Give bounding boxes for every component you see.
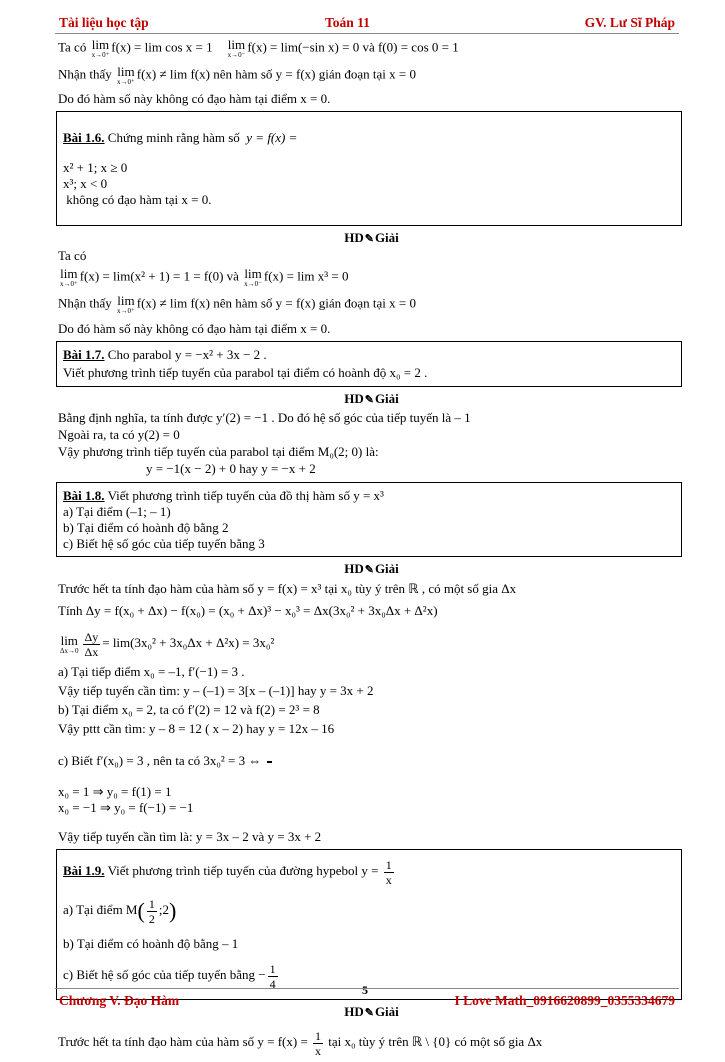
text-line: lim Δx→0 $\frac{\Delta y}{\Delta x}$ = lim(3x₀² + 3x₀Δx + Δ²x) = 3x₀² bbox=[60, 629, 275, 659]
exercise-title: Bài 1.9. bbox=[63, 863, 105, 878]
text-line: b) Tại điểm có hoành độ bằng 2 bbox=[63, 520, 229, 535]
solution-heading: HD✎Giải bbox=[344, 230, 399, 245]
text-line: Bằng định nghĩa, ta tính được y′(2) = −1 . Do đó hệ số góc của tiếp tuyến là – 1 bbox=[58, 410, 471, 425]
text-line: Do đó hàm số này không có đạo hàm tại điểm x = 0. bbox=[58, 321, 331, 336]
footer-left: Chương V. Đạo Hàm bbox=[59, 993, 180, 1008]
text-line: b) Tại điểm có hoành độ bằng – 1 bbox=[63, 936, 239, 952]
exercise-box-1-9: Bài 1.9. Viết phương trình tiếp tuyến của đường hypebol y = $\frac{1}{x}$ a) Tại điểm M( $\frac{1}{2}$ ;2) b) Tại điểm có hoành độ bằng – 1 c) Biết hệ số góc của tiếp tuyến bằng − $\frac{1}{4}$ bbox=[56, 849, 682, 1000]
text-line: Ngoài ra, ta có y(2) = 0 bbox=[58, 427, 180, 442]
text-line: Vậy tiếp tuyến cần tìm là: y = 3x – 2 và y = 3x + 2 bbox=[58, 829, 322, 844]
text-line: a) Tại tiếp điểm x₀ = –1, f′(−1) = 3 . bbox=[58, 664, 245, 679]
text-line: a) Tại điểm (–1; – 1) bbox=[63, 504, 171, 519]
header-right: GV. Lư Sĩ Pháp bbox=[584, 15, 675, 30]
exercise-title: Bài 1.8. bbox=[63, 488, 105, 503]
text-line: y = −1(x − 2) + 0 hay y = −x + 2 bbox=[146, 461, 316, 476]
text-line: lim x→0⁺ f(x) = lim(x² + 1) = 1 = f(0) và lim x→0⁻ f(x) = lim x³ = 0 bbox=[60, 266, 349, 288]
exercise-box-1-7: Bài 1.7. Cho parabol y = −x² + 3x − 2 . Viết phương trình tiếp tuyến của parabol tại điểm có hoành độ x₀ = 2 . bbox=[56, 341, 682, 387]
header-left: Tài liệu học tập bbox=[59, 15, 149, 30]
exercise-title: Bài 1.6. bbox=[63, 130, 105, 145]
exercise-box-1-8: Bài 1.8. Viết phương trình tiếp tuyến của đồ thị hàm số y = x³ a) Tại điểm (–1; – 1) b) Tại điểm có hoành độ bằng 2 c) Biết hệ số góc của tiếp tuyến bằng 3 bbox=[56, 482, 682, 557]
text-line: Ta có lim x→0⁺ f(x) = lim cos x = 1 lim x→0⁻ f(x) = lim(−sin x) = 0 và f(0) = cos 0 = 1 bbox=[58, 37, 459, 59]
text-line: Trước hết ta tính đạo hàm của hàm số y = f(x) = x³ tại x₀ tùy ý trên ℝ , có một số gia Δx bbox=[58, 581, 517, 596]
page-header bbox=[55, 13, 679, 34]
page-number: 5 bbox=[362, 983, 368, 997]
header-center: Toán 11 bbox=[325, 15, 370, 30]
exercise-title: Bài 1.7. bbox=[63, 347, 105, 362]
text-line: Viết phương trình tiếp tuyến của parabol tại điểm có hoành độ x₀ = 2 . bbox=[63, 365, 428, 380]
solution-heading: HD✎Giải bbox=[344, 391, 399, 406]
text-line: Vậy phương trình tiếp tuyến của parabol tại điểm M₀(2; 0) là: bbox=[58, 444, 379, 459]
text-line: Trước hết ta tính đạo hàm của hàm số y = f(x) = $\frac{1}{x}$ tại x₀ tùy ý trên ℝ \ {0} có một số gia Δx bbox=[58, 1028, 543, 1058]
solution-heading: HD✎Giải bbox=[344, 1004, 399, 1020]
footer-right: I Love Math_0916620899_0355334679 bbox=[454, 993, 675, 1008]
text-line: Do đó hàm số này không có đạo hàm tại điểm x = 0. bbox=[58, 91, 331, 106]
content: Ta có lim x→0⁺ f(x) = lim cos x = 1 lim x→0⁻ f(x) = lim(−sin x) = 0 và f(0) = cos 0 = 1 Nhận thấy lim x→0⁺ f(x) ≠ lim f(x) nên hàm số y = f(x) gián đoạn tại x = 0 Do đó hàm số này không có đạo hàm tại điểm x = 0. Bài 1.6. Chứng minh rằng hàm số y = f(x) = x² + 1; x ≥ 0 x³; x < 0 không có đạo hàm tại x = 0. HD✎Giải Ta có lim x→0⁺ f(x) = lim(x² + 1) = 1 = f(0) và lim x→0⁻ f(x) = lim x³ = 0 Nhận thấy lim x→0⁺ f(x) ≠ lim f(x) nên hàm số y = f(x) gián đoạn tại x = 0 Do đó hàm số này không có đạo hàm tại điểm x = 0. Bài 1.7. Cho parabol y = −x² + 3x − 2 . Viết phương trình tiếp tuyến của parabol tại điểm có hoành độ x₀ = 2 . HD✎Giải Bằng định nghĩa, ta tính được y′(2) = −1 . Do đó hệ số góc của tiếp tuyến là – 1 Ngoài ra, ta có y(2) = 0 Vậy phương trình tiếp tuyến của parabol tại điểm M₀(2; 0) là: y = −1(x − 2) + 0 hay y = −x + 2 Bài 1.8. Viết phương trình tiếp tuyến của đồ thị hàm số y = x³ a) Tại điểm (–1; – 1) b) Tại điểm có hoành độ bằng 2 c) Biết hệ số góc của tiếp tuyến bằng 3 HD✎Giải Trước hết ta tính đạo hàm của hàm số y = f(x) = x³ tại x₀ tùy ý trên ℝ , có một số gia Δx Tính Δy = f(x₀ + Δx) − f(x₀) = (x₀ + Δx)³ − x₀³ = Δx(3x₀² + 3x₀Δx + Δ²x) lim Δx→0 $\frac{\Delta y}{\Delta x}$ = lim(3x₀² + 3x₀Δx + Δ²x) = 3x₀² a) Tại tiếp điểm x₀ = –1, f′(−1) = 3 . Vậy tiếp tuyến cần tìm: y – (–1) = 3[x – (–1)] hay y = 3x + 2 b) Tại điểm x₀ = 2, ta có f′(2) = 12 và f(2) = 2³ = 8 Vậy pttt cần tìm: y – 8 = 12 ( x – 2) hay y = 12x – 16 c) Biết f′(x₀) = 3 , nên ta có 3x₀² = 3 ⇔ x₀ = 1 ⇒ y₀ = f(1) = 1 x₀ = −1 ⇒ y₀ = f(−1) = −1 Vậy tiếp tuyến cần tìm là: y = 3x – 2 và y = 3x + 2 Bài 1.9. Viết phương trình tiếp tuyến của đường hypebol y = $\frac{1}{x}$ a) Tại điểm M( $\frac{1}{2}$ ;2) b) Tại điểm có hoành độ bằng – 1 c) Biết hệ số góc của tiếp tuyến bằng − $\frac{1}{4}$ HD✎Giải Trước hết ta tính đạo hàm của hàm số y = f(x) = $\frac{1}{x}$ tại x₀ tùy ý trên ℝ \ {0} có một số gia Δx bbox=[58, 38, 685, 1062]
text-line: Nhận thấy lim x→0⁺ f(x) ≠ lim f(x) nên hàm số y = f(x) gián đoạn tại x = 0 bbox=[58, 293, 416, 315]
solution-heading: HD✎Giải bbox=[344, 561, 399, 576]
text-line: Tính Δy = f(x₀ + Δx) − f(x₀) = (x₀ + Δx)³ − x₀³ = Δx(3x₀² + 3x₀Δx + Δ²x) bbox=[58, 603, 438, 618]
pencil-icon: ✎ bbox=[364, 233, 374, 245]
pencil-icon: ✎ bbox=[364, 394, 374, 406]
text-line: Vậy tiếp tuyến cần tìm: y – (–1) = 3[x – (–1)] hay y = 3x + 2 bbox=[58, 683, 374, 698]
exercise-box-1-6: Bài 1.6. Chứng minh rằng hàm số y = f(x) = x² + 1; x ≥ 0 x³; x < 0 không có đạo hàm tại x = 0. bbox=[56, 111, 682, 226]
text-line: Ta có bbox=[58, 248, 87, 263]
pencil-icon: ✎ bbox=[364, 1007, 374, 1020]
text-line: c) Biết f′(x₀) = 3 , nên ta có 3x₀² = 3 ⇔ bbox=[58, 738, 685, 784]
text-line: Nhận thấy lim x→0⁺ f(x) ≠ lim f(x) nên hàm số y = f(x) gián đoạn tại x = 0 bbox=[58, 64, 416, 86]
text-line: c) Biết hệ số góc của tiếp tuyến bằng 3 bbox=[63, 536, 265, 551]
pencil-icon: ✎ bbox=[364, 564, 374, 576]
text-line: Vậy pttt cần tìm: y – 8 = 12 ( x – 2) hay y = 12x – 16 bbox=[58, 721, 335, 736]
text-line: b) Tại điểm x₀ = 2, ta có f′(2) = 12 và f(2) = 2³ = 8 bbox=[58, 702, 320, 717]
page-footer bbox=[55, 988, 679, 1009]
case-bracket bbox=[267, 761, 272, 763]
